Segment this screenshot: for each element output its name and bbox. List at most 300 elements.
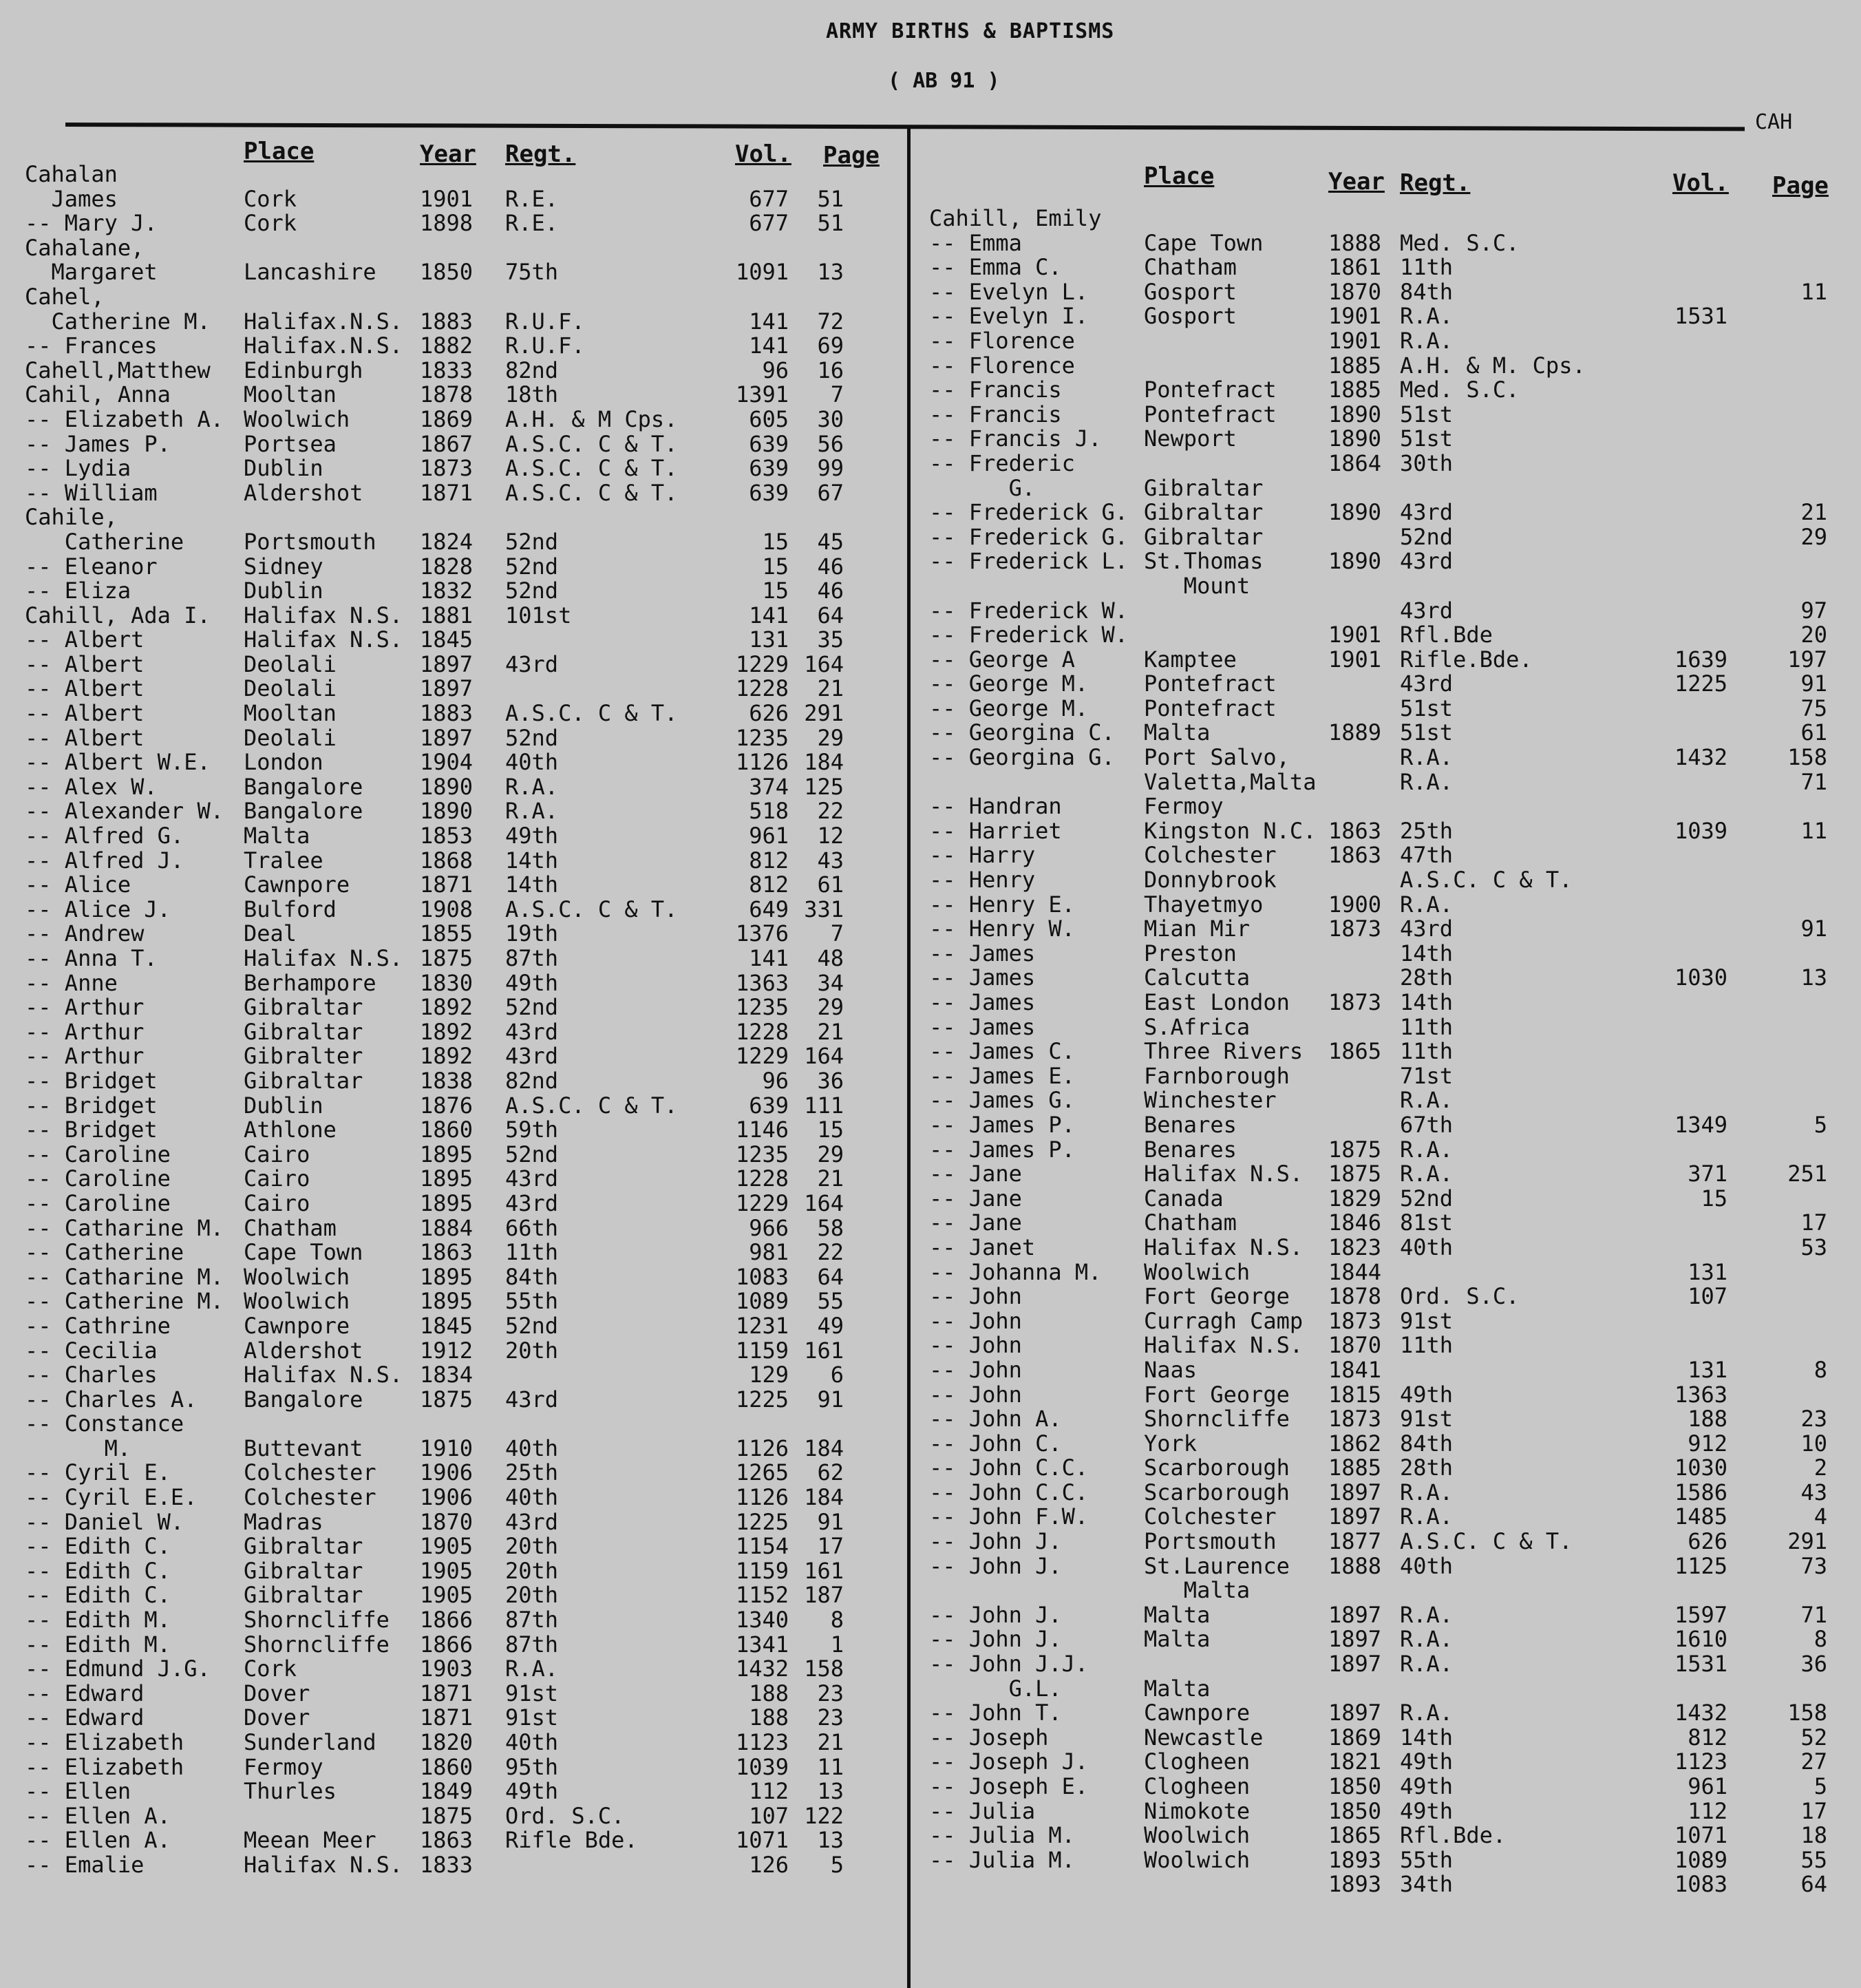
entry-vol: 188 bbox=[749, 1704, 789, 1731]
entry-name: -- John bbox=[929, 1381, 1022, 1408]
entry-vol: 1083 bbox=[735, 1263, 789, 1290]
entry-year: 1860 bbox=[420, 1117, 474, 1143]
entry-page: 7 bbox=[830, 920, 844, 947]
entry-year: 1898 bbox=[420, 210, 474, 237]
entry-name: Catherine bbox=[25, 528, 184, 555]
entry-year: 1890 bbox=[1328, 548, 1382, 575]
entry-page: 48 bbox=[817, 945, 844, 971]
entry-regt: 49th bbox=[505, 823, 559, 849]
entry-regt: 52nd bbox=[505, 578, 559, 604]
entry-year: 1870 bbox=[1328, 1332, 1382, 1359]
entry-page: 125 bbox=[804, 773, 844, 800]
entry-year: 1901 bbox=[1328, 622, 1382, 648]
entry-year: 1900 bbox=[1328, 891, 1382, 918]
entry-name: -- Albert W.E. bbox=[25, 749, 211, 776]
entry-name: -- John C. bbox=[929, 1430, 1062, 1457]
entry-year: 1888 bbox=[1328, 1552, 1382, 1579]
entry-name: -- John A. bbox=[929, 1406, 1062, 1432]
entry-page: 55 bbox=[1800, 1846, 1827, 1873]
entry-place: Shorncliffe bbox=[244, 1607, 390, 1633]
entry-regt: R.A. bbox=[1400, 303, 1454, 330]
entry-name: -- Mary J. bbox=[25, 210, 158, 237]
entry-regt: 91st bbox=[505, 1704, 559, 1731]
entry-place: Meean Meer bbox=[244, 1827, 376, 1854]
entry-page: 158 bbox=[1787, 744, 1827, 771]
entry-place: Cape Town bbox=[1144, 229, 1264, 256]
entry-name: -- Henry E. bbox=[929, 891, 1075, 918]
entry-place: Halifax N.S. bbox=[244, 1362, 403, 1388]
entry-name: Catherine M. bbox=[25, 308, 211, 335]
entry-name: -- Alexander W. bbox=[25, 798, 224, 825]
entry-year: 1905 bbox=[420, 1582, 474, 1609]
entry-place: Gibraltar bbox=[244, 994, 363, 1021]
entry-year: 1895 bbox=[420, 1141, 474, 1167]
entry-page: 6 bbox=[830, 1362, 844, 1388]
entry-vol: 126 bbox=[749, 1851, 789, 1878]
entry-regt: 52nd bbox=[505, 724, 559, 751]
entry-place: Tralee bbox=[244, 847, 323, 874]
entry-regt: 84th bbox=[505, 1263, 559, 1290]
entry-vol: 1159 bbox=[735, 1557, 789, 1584]
entry-regt: R.A. bbox=[1400, 1651, 1454, 1678]
entry-place: Fermoy bbox=[1144, 793, 1224, 820]
entry-regt: 81st bbox=[1400, 1209, 1454, 1236]
entry-vol: 1039 bbox=[1674, 817, 1727, 844]
entry-place: Benares bbox=[1144, 1136, 1237, 1163]
entry-regt: 20th bbox=[505, 1533, 559, 1560]
entry-year: 1890 bbox=[1328, 425, 1382, 452]
entry-year: 1878 bbox=[420, 381, 474, 408]
entry-page: 62 bbox=[817, 1459, 844, 1486]
entry-place: Dublin bbox=[244, 455, 323, 482]
entry-year: 1885 bbox=[1328, 352, 1382, 379]
entry-place: S.Africa bbox=[1144, 1013, 1251, 1040]
entry-vol: 1265 bbox=[735, 1459, 789, 1486]
entry-name: Margaret bbox=[25, 259, 158, 286]
entry-vol: 961 bbox=[749, 823, 789, 849]
entry-year: 1883 bbox=[420, 700, 474, 727]
entry-name: -- Francis bbox=[929, 377, 1062, 403]
entry-place: Lancashire bbox=[244, 259, 376, 286]
entry-vol: 131 bbox=[1688, 1258, 1727, 1285]
entry-place: Cairo bbox=[244, 1189, 310, 1216]
entry-name: -- Edith C. bbox=[25, 1557, 171, 1584]
entry-year: 1892 bbox=[420, 994, 474, 1021]
entry-vol: 1229 bbox=[735, 1189, 789, 1216]
entry-vol: 96 bbox=[762, 1067, 789, 1094]
entry-regt: 30th bbox=[1400, 450, 1454, 476]
entry-vol: 188 bbox=[1688, 1406, 1727, 1432]
entry-place: York bbox=[1144, 1430, 1198, 1457]
entry-year: 1897 bbox=[1328, 1601, 1382, 1628]
entry-year: 1888 bbox=[1328, 229, 1382, 256]
entry-page: 5 bbox=[1814, 1111, 1827, 1138]
entry-regt: 52nd bbox=[505, 994, 559, 1021]
entry-regt: 43rd bbox=[505, 1165, 559, 1192]
entry-place: Deolali bbox=[244, 675, 337, 702]
entry-place: Gibraltar bbox=[1144, 474, 1264, 501]
entry-page: 1 bbox=[830, 1631, 844, 1658]
entry-regt: R.A. bbox=[1400, 1087, 1454, 1114]
entry-name: -- James bbox=[929, 1013, 1036, 1040]
entry-name: -- James P. bbox=[25, 430, 171, 457]
entry-page: 51 bbox=[817, 185, 844, 212]
entry-year: 1861 bbox=[1328, 254, 1382, 281]
entry-vol: 1030 bbox=[1674, 964, 1727, 991]
regt-header: Regt. bbox=[505, 140, 576, 168]
entry-regt: 11th bbox=[1400, 254, 1454, 281]
entry-place: Valetta,Malta bbox=[1144, 768, 1317, 795]
entry-regt: 14th bbox=[1400, 940, 1454, 966]
entry-year: 1863 bbox=[1328, 817, 1382, 844]
entry-vol: 812 bbox=[749, 871, 789, 898]
entry-page: 91 bbox=[1800, 670, 1827, 697]
entry-place: Athlone bbox=[244, 1117, 337, 1143]
entry-name: -- George M. bbox=[929, 695, 1089, 721]
entry-name: -- Caroline bbox=[25, 1165, 171, 1192]
entry-page: 164 bbox=[804, 651, 844, 677]
entry-regt: A.S.C. C & T. bbox=[505, 1092, 678, 1119]
entry-page: 73 bbox=[1800, 1552, 1827, 1579]
entry-name: -- Albert bbox=[25, 675, 145, 702]
entry-place: Portsmouth bbox=[1144, 1528, 1277, 1555]
entry-place: Nimokote bbox=[1144, 1797, 1251, 1824]
entry-regt: 55th bbox=[505, 1288, 559, 1315]
entry-page: 8 bbox=[1814, 1626, 1827, 1653]
entry-place: Cairo bbox=[244, 1141, 310, 1167]
entry-name: -- Albert bbox=[25, 626, 145, 653]
entry-year: 1871 bbox=[420, 1680, 474, 1706]
entry-name: -- Francis bbox=[929, 401, 1062, 427]
entry-regt: R.A. bbox=[1400, 1601, 1454, 1628]
entry-place: Malta bbox=[1144, 1626, 1211, 1653]
entry-place: London bbox=[244, 749, 323, 776]
entry-vol: 1376 bbox=[735, 920, 789, 947]
entry-year: 1873 bbox=[1328, 916, 1382, 942]
entry-place: Cape Town bbox=[244, 1239, 363, 1266]
entry-year: 1905 bbox=[420, 1533, 474, 1560]
entry-vol: 649 bbox=[749, 896, 789, 922]
entry-year: 1866 bbox=[420, 1607, 474, 1633]
entry-place: Cawnpore bbox=[244, 871, 350, 898]
entry-regt: 51st bbox=[1400, 425, 1454, 452]
entry-regt: 25th bbox=[505, 1459, 559, 1486]
entry-vol: 639 bbox=[749, 455, 789, 482]
entry-place: Gosport bbox=[1144, 303, 1237, 330]
entry-name: -- George A bbox=[929, 646, 1075, 673]
entry-page: 51 bbox=[817, 210, 844, 237]
entry-name: -- Edmund J.G. bbox=[25, 1656, 211, 1682]
entry-regt: 75th bbox=[505, 259, 559, 286]
entry-name: -- Andrew bbox=[25, 920, 145, 947]
entry-regt: 82nd bbox=[505, 1067, 559, 1094]
entry-year: 1850 bbox=[1328, 1797, 1382, 1824]
entry-page: 27 bbox=[1800, 1748, 1827, 1775]
entry-regt: Rifle Bde. bbox=[505, 1827, 638, 1854]
entry-name: -- Frederick W. bbox=[929, 622, 1128, 648]
entry-vol: 1089 bbox=[735, 1288, 789, 1315]
entry-year: 1849 bbox=[420, 1778, 474, 1805]
entry-year: 1901 bbox=[1328, 303, 1382, 330]
entry-year: 1869 bbox=[420, 405, 474, 432]
entry-vol: 188 bbox=[749, 1680, 789, 1706]
entry-name: -- John C.C. bbox=[929, 1479, 1089, 1505]
entry-regt: 18th bbox=[505, 381, 559, 408]
entry-page: 21 bbox=[817, 1018, 844, 1045]
entry-year: 1841 bbox=[1328, 1356, 1382, 1383]
entry-name: -- Caroline bbox=[25, 1189, 171, 1216]
entry-regt: R.A. bbox=[505, 1656, 559, 1682]
entry-place: Newport bbox=[1144, 425, 1237, 452]
entry-place: Preston bbox=[1144, 940, 1237, 966]
entry-regt: A.H. & M. Cps. bbox=[1400, 352, 1586, 379]
entry-name: -- Bridget bbox=[25, 1117, 158, 1143]
entry-vol: 1154 bbox=[735, 1533, 789, 1560]
entry-vol: 1363 bbox=[735, 969, 789, 996]
entry-year: 1875 bbox=[1328, 1161, 1382, 1187]
entry-year: 1890 bbox=[420, 773, 474, 800]
entry-vol: 141 bbox=[749, 332, 789, 359]
entry-page: 5 bbox=[830, 1851, 844, 1878]
entry-vol: 1340 bbox=[735, 1607, 789, 1633]
entry-regt: A.S.C. C & T. bbox=[1400, 867, 1573, 893]
entry-year: 1905 bbox=[420, 1557, 474, 1584]
entry-place: Woolwich bbox=[1144, 1258, 1251, 1285]
entry-place: Colchester bbox=[1144, 1503, 1277, 1530]
entry-name: -- Jane bbox=[929, 1185, 1022, 1212]
entry-place: Clogheen bbox=[1144, 1773, 1251, 1799]
entry-place: Shorncliffe bbox=[244, 1631, 390, 1658]
entry-regt: R.A. bbox=[1400, 1700, 1454, 1726]
entry-name: -- John J. bbox=[929, 1552, 1062, 1579]
entry-place: Mooltan bbox=[244, 381, 337, 408]
entry-name: -- Eliza bbox=[25, 578, 131, 604]
entry-year: 1901 bbox=[420, 185, 474, 212]
entry-name: Cahill, Emily bbox=[929, 205, 1102, 231]
entry-page: 11 bbox=[817, 1753, 844, 1780]
entry-year: 1904 bbox=[420, 749, 474, 776]
entry-year: 1897 bbox=[1328, 1651, 1382, 1678]
entry-year: 1871 bbox=[420, 871, 474, 898]
entry-year: 1823 bbox=[1328, 1234, 1382, 1260]
entry-place: Gibraltar bbox=[1144, 523, 1264, 550]
entry-place: Mooltan bbox=[244, 700, 337, 727]
entry-vol: 1123 bbox=[1674, 1748, 1727, 1775]
page-header: Page bbox=[823, 142, 880, 169]
entry-regt: 43rd bbox=[505, 1508, 559, 1535]
entry-name: -- Joseph E. bbox=[929, 1773, 1089, 1799]
entry-page: 184 bbox=[804, 1484, 844, 1511]
entry-regt: 51st bbox=[1400, 695, 1454, 721]
entry-name: -- Anna T. bbox=[25, 945, 158, 971]
entry-page: 23 bbox=[817, 1680, 844, 1706]
entry-place: Colchester bbox=[1144, 842, 1277, 869]
entry-name: -- Joseph bbox=[929, 1724, 1049, 1751]
entry-page: 17 bbox=[1800, 1209, 1827, 1236]
entry-vol: 626 bbox=[749, 700, 789, 727]
index-code: CAH bbox=[1755, 110, 1793, 134]
entry-vol: 374 bbox=[749, 773, 789, 800]
entry-place: Gibraltar bbox=[244, 1018, 363, 1045]
entry-page: 164 bbox=[804, 1189, 844, 1216]
entry-year: 1863 bbox=[420, 1827, 474, 1854]
entry-page: 8 bbox=[830, 1607, 844, 1633]
entry-regt: 14th bbox=[1400, 989, 1454, 1015]
entry-regt: 19th bbox=[505, 920, 559, 947]
entry-place: Portsmouth bbox=[244, 528, 376, 555]
entry-vol: 96 bbox=[762, 357, 789, 383]
entry-name: -- Francis J. bbox=[929, 425, 1102, 452]
entry-page: 49 bbox=[817, 1312, 844, 1339]
entry-page: 4 bbox=[1814, 1503, 1827, 1530]
entry-year: 1897 bbox=[1328, 1479, 1382, 1505]
entry-name: G.L. bbox=[929, 1675, 1062, 1702]
entry-place: Cork bbox=[244, 1656, 297, 1682]
entry-vol: 1039 bbox=[735, 1753, 789, 1780]
entry-name: -- Eleanor bbox=[25, 553, 158, 580]
entry-vol: 107 bbox=[1688, 1283, 1727, 1310]
entry-vol: 1531 bbox=[1674, 303, 1727, 330]
entry-page: 15 bbox=[817, 1117, 844, 1143]
entry-vol: 1363 bbox=[1674, 1381, 1727, 1408]
entry-vol: 1071 bbox=[735, 1827, 789, 1854]
entry-page: 91 bbox=[817, 1508, 844, 1535]
entry-place: Halifax N.S. bbox=[244, 602, 403, 628]
entry-year: 1871 bbox=[420, 1704, 474, 1731]
entry-name: -- Arthur bbox=[25, 1018, 145, 1045]
entry-name: -- Elizabeth bbox=[25, 1753, 184, 1780]
entry-vol: 639 bbox=[749, 1092, 789, 1119]
entry-name: -- Lydia bbox=[25, 455, 131, 482]
entry-page: 161 bbox=[804, 1557, 844, 1584]
entry-regt: 40th bbox=[505, 749, 559, 776]
entry-name: -- George M. bbox=[929, 670, 1089, 697]
entry-name: -- Arthur bbox=[25, 994, 145, 1021]
entry-regt: 40th bbox=[505, 1484, 559, 1511]
entry-year: 1863 bbox=[420, 1239, 474, 1266]
entry-regt: R.A. bbox=[1400, 1503, 1454, 1530]
entry-year: 1876 bbox=[420, 1092, 474, 1119]
entry-page: 111 bbox=[804, 1092, 844, 1119]
entry-place: Sunderland bbox=[244, 1729, 376, 1755]
entry-place: Halifax.N.S. bbox=[244, 308, 403, 335]
entry-vol: 639 bbox=[749, 479, 789, 506]
entry-year: 1895 bbox=[420, 1189, 474, 1216]
entry-page: 99 bbox=[817, 455, 844, 482]
entry-year: 1869 bbox=[1328, 1724, 1382, 1751]
entry-name: -- William bbox=[25, 479, 158, 506]
entry-year: 1871 bbox=[420, 479, 474, 506]
entry-place: Winchester bbox=[1144, 1087, 1277, 1114]
entry-regt: Rfl.Bde bbox=[1400, 622, 1493, 648]
entry-year: 1873 bbox=[1328, 1406, 1382, 1432]
entry-year: 1875 bbox=[1328, 1136, 1382, 1163]
entry-place: Shorncliffe bbox=[1144, 1406, 1290, 1432]
entry-vol: 1083 bbox=[1674, 1871, 1727, 1898]
entry-place: Madras bbox=[244, 1508, 323, 1535]
entry-vol: 15 bbox=[1701, 1185, 1727, 1212]
entry-regt: 101st bbox=[505, 602, 572, 628]
entry-place: Chatham bbox=[1144, 1209, 1237, 1236]
entry-place: Gibralter bbox=[244, 1043, 363, 1070]
entry-year: 1815 bbox=[1328, 1381, 1382, 1408]
entry-vol: 1126 bbox=[735, 1435, 789, 1461]
entry-year: 1897 bbox=[1328, 1626, 1382, 1653]
entry-page: 21 bbox=[1800, 499, 1827, 526]
entry-page: 161 bbox=[804, 1337, 844, 1364]
entry-place: Pontefract bbox=[1144, 695, 1277, 721]
entry-regt: 87th bbox=[505, 945, 559, 971]
entry-regt: 43rd bbox=[1400, 499, 1454, 526]
top-rule bbox=[65, 123, 1745, 131]
entry-vol: 15 bbox=[762, 553, 789, 580]
entry-page: 21 bbox=[817, 675, 844, 702]
entry-name: -- Albert bbox=[25, 651, 145, 677]
entry-name: -- Cathrine bbox=[25, 1312, 171, 1339]
entry-regt: 52nd bbox=[505, 528, 559, 555]
entry-vol: 812 bbox=[1688, 1724, 1727, 1751]
entry-regt: 55th bbox=[1400, 1846, 1454, 1873]
entry-year: 1893 bbox=[1328, 1846, 1382, 1873]
entry-year: 1845 bbox=[420, 1312, 474, 1339]
entry-vol: 112 bbox=[1688, 1797, 1727, 1824]
entry-vol: 1125 bbox=[1674, 1552, 1727, 1579]
entry-regt: R.A. bbox=[505, 798, 559, 825]
entry-name: -- Charles A. bbox=[25, 1386, 198, 1413]
entry-page: 184 bbox=[804, 749, 844, 776]
entry-page: 55 bbox=[817, 1288, 844, 1315]
entry-regt: 40th bbox=[505, 1435, 559, 1461]
entry-place: Malta bbox=[1144, 1675, 1211, 1702]
entry-place: Halifax N.S. bbox=[244, 1851, 403, 1878]
entry-page: 61 bbox=[817, 871, 844, 898]
entry-name: -- Joseph J. bbox=[929, 1748, 1089, 1775]
entry-regt: 49th bbox=[1400, 1381, 1454, 1408]
entry-place: Colchester bbox=[244, 1484, 376, 1511]
place-header: Place bbox=[1144, 162, 1215, 190]
entry-name: -- Emma C. bbox=[929, 254, 1062, 281]
entry-regt: R.A. bbox=[1400, 1626, 1454, 1653]
entry-vol: 112 bbox=[749, 1778, 789, 1805]
entry-vol: 1123 bbox=[735, 1729, 789, 1755]
entry-page: 331 bbox=[804, 896, 844, 922]
entry-year: 1895 bbox=[420, 1165, 474, 1192]
entry-page: 34 bbox=[817, 969, 844, 996]
entry-name: -- Bridget bbox=[25, 1067, 158, 1094]
entry-name: -- Florence bbox=[929, 327, 1075, 354]
entry-vol: 1228 bbox=[735, 1018, 789, 1045]
entry-vol: 141 bbox=[749, 945, 789, 971]
entry-name: -- Frederick G. bbox=[929, 523, 1128, 550]
entry-name: -- Jane bbox=[929, 1209, 1022, 1236]
entry-regt: Med. S.C. bbox=[1400, 229, 1520, 256]
entry-vol: 912 bbox=[1688, 1430, 1727, 1457]
entry-name: -- Jane bbox=[929, 1161, 1022, 1187]
entry-name: -- Frances bbox=[25, 332, 158, 359]
entry-regt: R.E. bbox=[505, 185, 559, 212]
entry-year: 1873 bbox=[420, 455, 474, 482]
entry-place: Kingston N.C. bbox=[1144, 817, 1317, 844]
entry-regt: Ord. S.C. bbox=[505, 1802, 625, 1829]
entry-place: Malta bbox=[1144, 1577, 1251, 1604]
entry-name: -- John bbox=[929, 1283, 1022, 1310]
entry-place: Cork bbox=[244, 185, 297, 212]
entry-year: 1834 bbox=[420, 1362, 474, 1388]
entry-year: 1875 bbox=[420, 945, 474, 971]
entry-place: Dublin bbox=[244, 1092, 323, 1119]
entry-name: -- Janet bbox=[929, 1234, 1036, 1260]
entry-page: 122 bbox=[804, 1802, 844, 1829]
